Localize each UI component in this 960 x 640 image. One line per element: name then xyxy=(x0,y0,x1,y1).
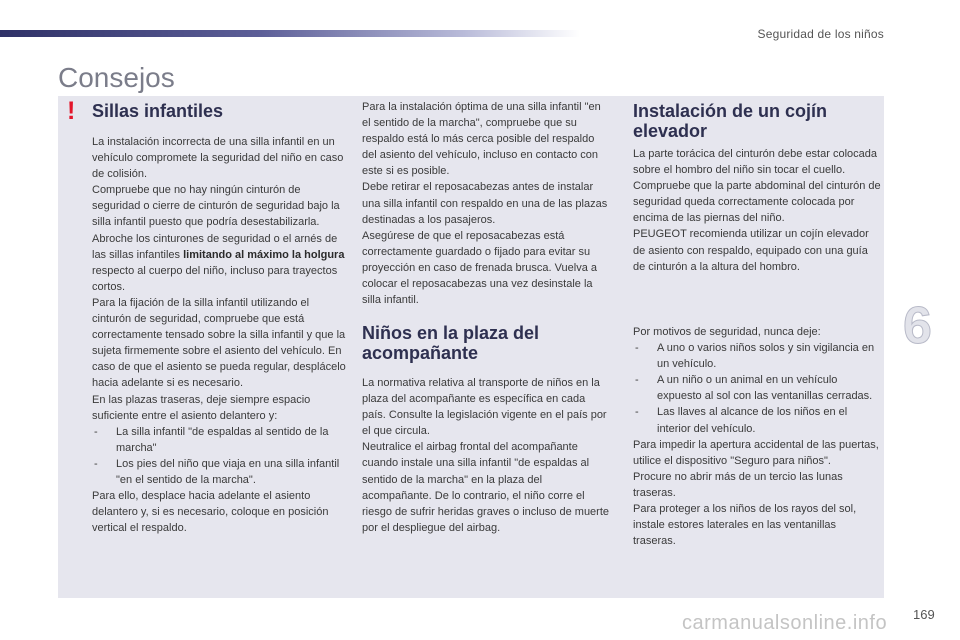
dash-marker: - xyxy=(635,342,639,355)
paragraph: La parte torácica del cinturón debe estar colocada sobre el hombro del niño sin tocar el cuello. xyxy=(633,148,877,177)
paragraph: La instalación incorrecta de una silla infantil en un vehículo compromete la seguridad del niño en caso de colisión. xyxy=(92,136,344,181)
list-item-text: La silla infantil "de espaldas al sentido de la marcha" xyxy=(116,425,329,454)
paragraph: Compruebe que no hay ningún cinturón de seguridad o cierre de cinturón de seguridad bajo la silla infantil puesto que podría desestabilizarla. xyxy=(92,184,340,229)
column-motivos xyxy=(633,324,881,549)
paragraph: Compruebe que la parte abdominal del cinturón de seguridad queda correctamente colocada por encima de las piernas del niño. xyxy=(633,180,881,225)
paragraph: Para la instalación óptima de una silla infantil "en el sentido de la marcha", compruebe que su respaldo está lo más cerca posible del respaldo del asiento del vehículo, incluso en contacto con este si es posible. xyxy=(362,101,601,178)
paragraph: Asegúrese de que el reposacabezas está correctamente guardado o fijado para evitar su proyección en caso de frenada brusca. Vuelva a colocar el reposacabezas una vez desinstale la silla infantil. xyxy=(362,229,598,307)
list-item xyxy=(633,340,881,372)
column-sillas xyxy=(92,134,346,536)
section-header: Seguridad de los niños xyxy=(757,27,884,41)
page-number: 169 xyxy=(913,607,935,622)
heading-ninos-acompanante: Niños en la plaza del acompañante xyxy=(362,323,540,363)
column-cojin xyxy=(633,146,881,275)
paragraph: Para ello, desplace hacia adelante el asiento delantero y, si es necesario, coloque en posición vertical el respaldo. xyxy=(92,490,329,535)
heading-cojin-elevador: Instalación de un cojín elevador xyxy=(633,101,828,141)
paragraph: Para impedir la apertura accidental de las puertas, utilice el dispositivo "Seguro para niños". xyxy=(633,438,879,467)
page-title: Consejos xyxy=(58,62,175,93)
bold-text: limitando al máximo la holgura xyxy=(183,248,345,261)
paragraph: Procure no abrir más de un tercio las lunas traseras. xyxy=(633,470,843,499)
list-item xyxy=(92,424,346,456)
header-decor-bar xyxy=(0,30,580,37)
column-ninos xyxy=(362,375,610,536)
heading-sillas-infantiles: Sillas infantiles xyxy=(92,101,224,121)
text: respecto al cuerpo del niño, incluso para trayectos cortos. xyxy=(92,264,338,293)
list-item-text: A uno o varios niños solos y sin vigilancia en un vehículo. xyxy=(657,342,875,371)
paragraph: Por motivos de seguridad, nunca deje: xyxy=(633,326,821,338)
paragraph: Para la fijación de la silla infantil utilizando el cinturón de seguridad, compruebe que está correctamente tensado sobre la silla infantil y que la sujeta firmemente sobre el asiento del vehículo. En caso de que el asiento se pueda regular, desplácelo hacia adelante si es necesario. xyxy=(92,296,346,390)
paragraph: Debe retirar el reposacabezas antes de instalar una silla infantil con respaldo en una de las plazas destinadas a los pasajeros. xyxy=(362,181,608,226)
chapter-number: 6 xyxy=(903,297,932,355)
paragraph: Neutralice el airbag frontal del acompañante cuando instale una silla infantil "de espaldas al sentido de la marcha" en la plaza del acompañante. De lo contrario, el niño corre el riesgo de sufrir heridas graves o incluso de muerte por el despliegue del airbag. xyxy=(362,441,610,534)
list-item xyxy=(633,404,881,436)
paragraph xyxy=(92,231,346,295)
list-item-text: A un niño o un animal en un vehículo expuesto al sol con las ventanillas cerradas. xyxy=(657,374,873,403)
list-item xyxy=(92,456,346,488)
column-instalacion-optima xyxy=(362,99,610,308)
paragraph: En las plazas traseras, deje siempre espacio suficiente entre el asiento delantero y: xyxy=(92,393,311,422)
dash-marker: - xyxy=(94,425,98,438)
watermark: carmanualsonline.info xyxy=(682,612,888,634)
dash-marker: - xyxy=(635,406,639,419)
paragraph: La normativa relativa al transporte de niños en la plaza del acompañante es específica en cada país. Consulte la legislación vigente en el país por el que circula. xyxy=(362,377,607,438)
paragraph: Para proteger a los niños de los rayos del sol, instale estores laterales en las ventanillas traseras. xyxy=(633,503,857,548)
dash-marker: - xyxy=(94,457,98,470)
warning-icon: ! xyxy=(67,97,76,125)
list-item-text: Los pies del niño que viaja en una silla infantil "en el sentido de la marcha". xyxy=(116,457,340,486)
list-item-text: Las llaves al alcance de los niños en el interior del vehículo. xyxy=(657,406,848,435)
list-item xyxy=(633,372,881,404)
text: Abroche los cinturones de seguridad o el arnés de las sillas infantiles xyxy=(92,232,338,261)
paragraph: PEUGEOT recomienda utilizar un cojín elevador de asiento con respaldo, equipado con una guía de cinturón a la altura del hombro. xyxy=(633,228,869,273)
dash-marker: - xyxy=(635,374,639,387)
